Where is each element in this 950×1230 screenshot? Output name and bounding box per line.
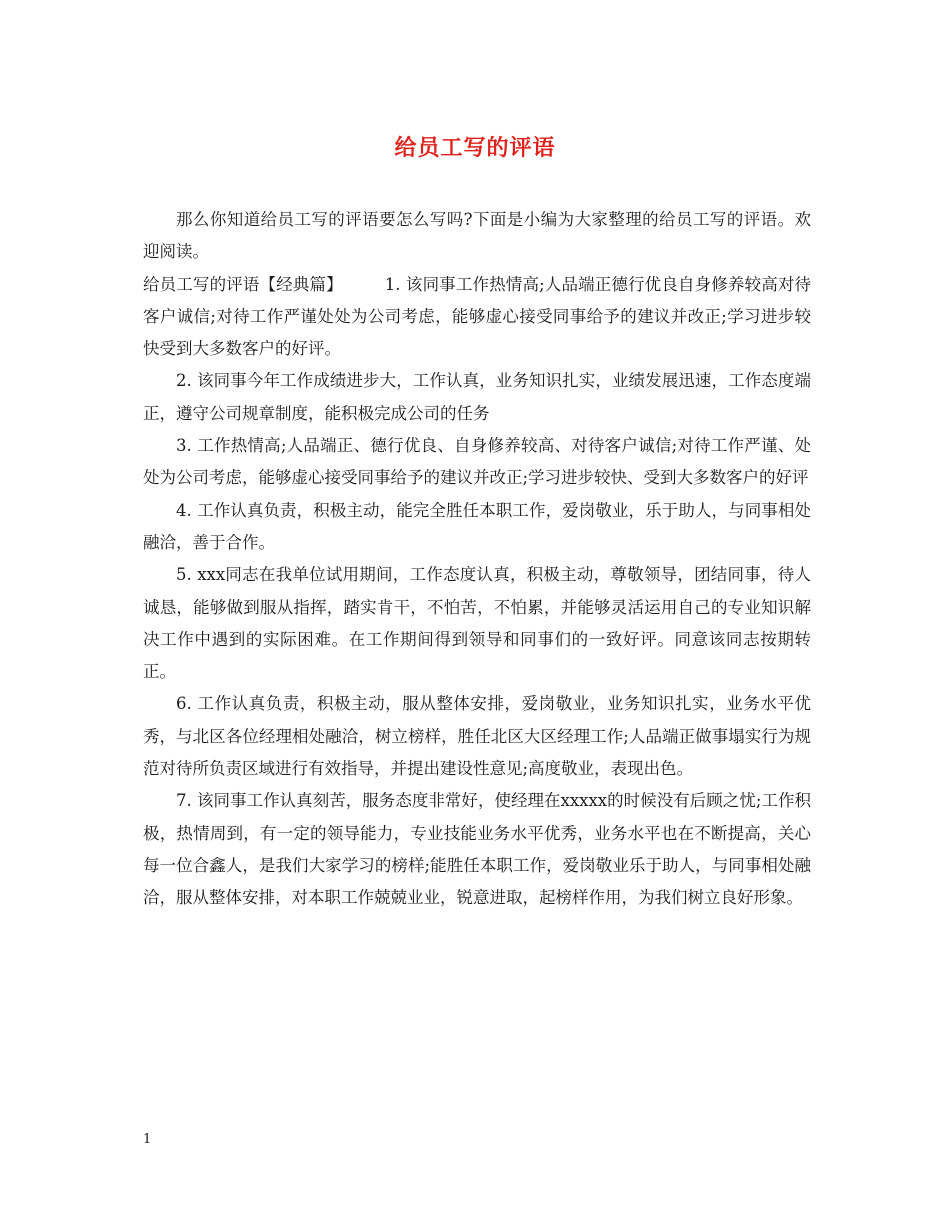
intro-paragraph: 那么你知道给员工写的评语要怎么写吗?下面是小编为大家整理的给员工写的评语。欢迎阅读。 bbox=[143, 210, 811, 262]
comment-item-3: 3. 工作热情高;人品端正、德行优良、自身修养较高、对待客户诚信;对待工作严谨、处处为公司考虑，能够虚心接受同事给予的建议并改正;学习进步较快、受到大多数客户的好评 bbox=[143, 436, 811, 488]
section-paragraph bbox=[143, 269, 811, 366]
document-title: 给员工写的评语 bbox=[394, 135, 556, 161]
comment-item-7: 7. 该同事工作认真刻苦，服务态度非常好，使经理在xxxxx的时候没有后顾之忧;工作积极，热情周到，有一定的领导能力，专业技能业务水平优秀，业务水平也在不断提高，关心每一位合鑫人，是我们大家学习的榜样;能胜任本职工作，爱岗敬业乐于助人，与同事相处融洽，服从整体安排，对本职工作兢兢业业，锐意进取，起榜样作用，为我们树立良好形象。 bbox=[143, 791, 811, 908]
page-number: 1 bbox=[143, 1132, 152, 1147]
section-label: 给员工写的评语【经典篇】 bbox=[143, 274, 343, 294]
comment-item-2: 2. 该同事今年工作成绩进步大，工作认真，业务知识扎实，业绩发展迅速，工作态度端正，遵守公司规章制度，能积极完成公司的任务 bbox=[143, 371, 811, 423]
comment-item-5: 5. xxx同志在我单位试用期间，工作态度认真，积极主动，尊敬领导，团结同事，待人诚恳，能够做到服从指挥，踏实肯干，不怕苦，不怕累，并能够灵活运用自己的专业知识解决工作中遇到的实际困难。在工作期间得到领导和同事们的一致好评。同意该同志按期转正。 bbox=[143, 565, 811, 682]
document-body bbox=[143, 204, 811, 915]
comment-item-1: 1. 该同事工作热情高;人品端正德行优良自身修养较高对待客户诚信;对待工作严谨处处为公司考虑，能够虚心接受同事给予的建议并改正;学习进步较快受到大多数客户的好评。 bbox=[143, 274, 812, 359]
comment-item-6: 6. 工作认真负责，积极主动，服从整体安排，爱岗敬业，业务知识扎实，业务水平优秀，与北区各位经理相处融洽，树立榜样，胜任北区大区经理工作;人品端正做事塌实行为规范对待所负责区域进行有效指导，并提出建设性意见;高度敬业，表现出色。 bbox=[143, 694, 811, 779]
comment-item-4: 4. 工作认真负责，积极主动，能完全胜任本职工作，爱岗敬业，乐于助人，与同事相处融洽，善于合作。 bbox=[143, 500, 811, 552]
